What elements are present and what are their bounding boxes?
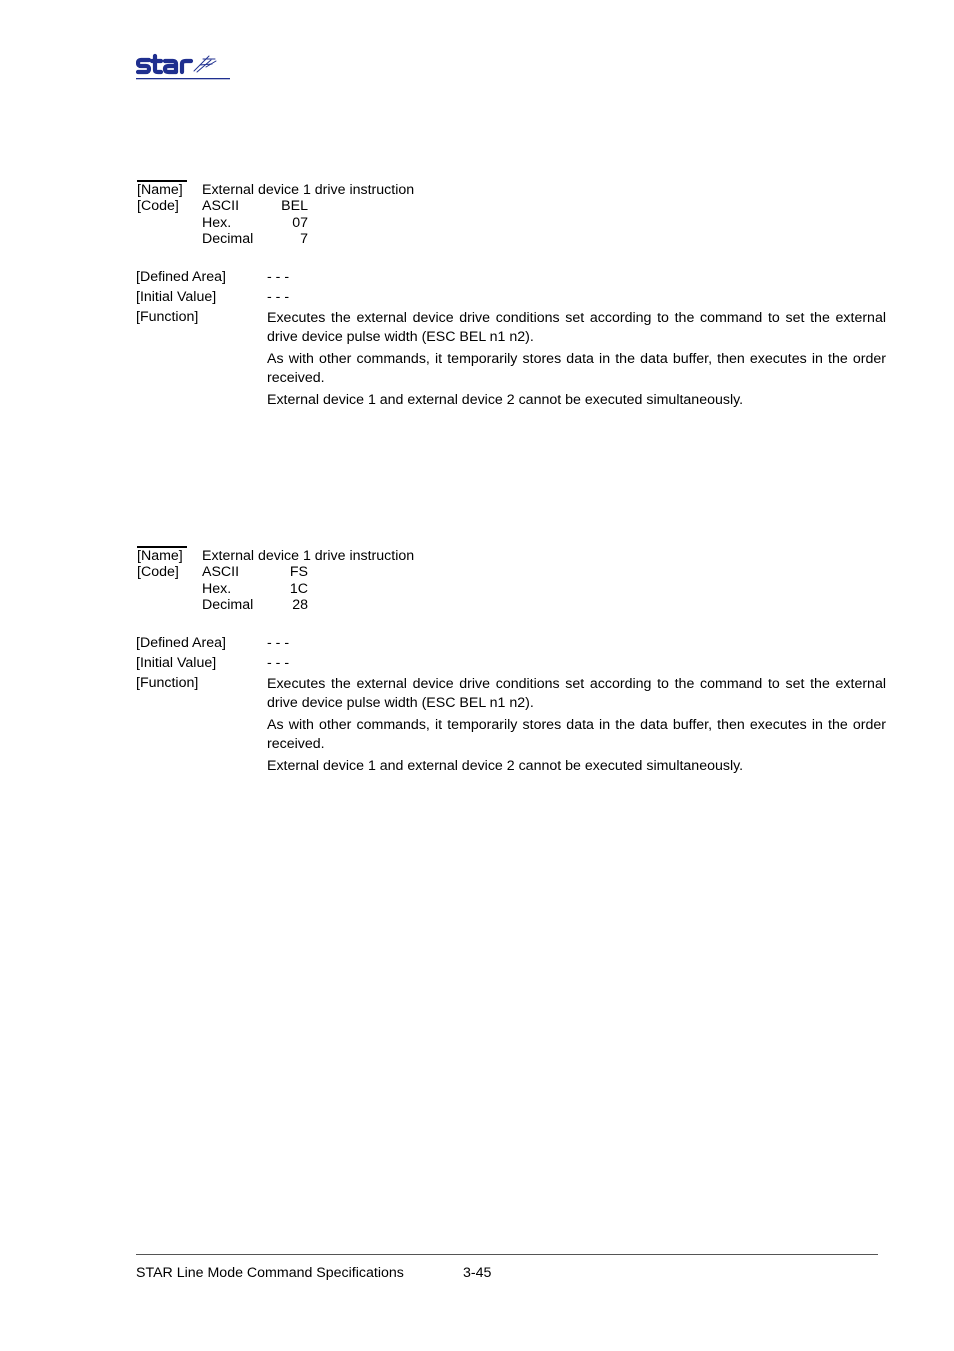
hex-label: Hex. [202,215,232,231]
initial-value: - - - [267,289,290,305]
defined-area-label: [Defined Area] [136,635,226,651]
ascii-label: ASCII [202,564,240,580]
footer-divider [136,1254,878,1255]
footer-page-number: 3-45 [463,1265,492,1281]
function-label: [Function] [136,309,199,325]
hex-value: 1C [289,581,308,597]
name-label: [Name] [137,182,183,198]
name-label: [Name] [137,548,183,564]
function-label: [Function] [136,675,199,691]
command-name: External device 1 drive instruction [202,182,415,198]
code-label: [Code] [137,564,179,580]
command-section-bel [136,180,888,420]
ascii-label: ASCII [202,198,240,214]
decimal-value: 7 [300,231,308,247]
function-paragraph: Executes the external device drive conditions set according to the command to set the external drive device pulse width (ESC BEL n1 n2). [267,676,886,711]
decimal-value: 28 [292,597,308,613]
initial-value: - - - [267,655,290,671]
function-paragraph: External device 1 and external device 2 cannot be executed simultaneously. [267,392,744,408]
decimal-label: Decimal [202,231,254,247]
function-description [267,675,886,779]
defined-area-value: - - - [267,635,290,651]
hex-label: Hex. [202,581,232,597]
defined-area-value: - - - [267,269,290,285]
defined-area-label: [Defined Area] [136,269,226,285]
function-paragraph: Executes the external device drive conditions set according to the command to set the external drive device pulse width (ESC BEL n1 n2). [267,310,886,345]
initial-value-label: [Initial Value] [136,655,217,671]
command-section-fs [136,546,888,786]
command-name: External device 1 drive instruction [202,548,415,564]
star-logo [136,52,232,84]
ascii-value: FS [289,564,308,580]
function-paragraph: As with other commands, it temporarily stores data in the data buffer, then executes in the order received. [267,351,886,386]
decimal-label: Decimal [202,597,254,613]
hex-value: 07 [292,215,308,231]
footer-doc-title: STAR Line Mode Command Specifications [136,1265,404,1281]
function-paragraph: As with other commands, it temporarily stores data in the data buffer, then executes in the order received. [267,717,886,752]
function-description [267,309,886,413]
ascii-value: BEL [281,198,308,214]
code-label: [Code] [137,198,179,214]
function-paragraph: External device 1 and external device 2 cannot be executed simultaneously. [267,758,744,774]
initial-value-label: [Initial Value] [136,289,217,305]
